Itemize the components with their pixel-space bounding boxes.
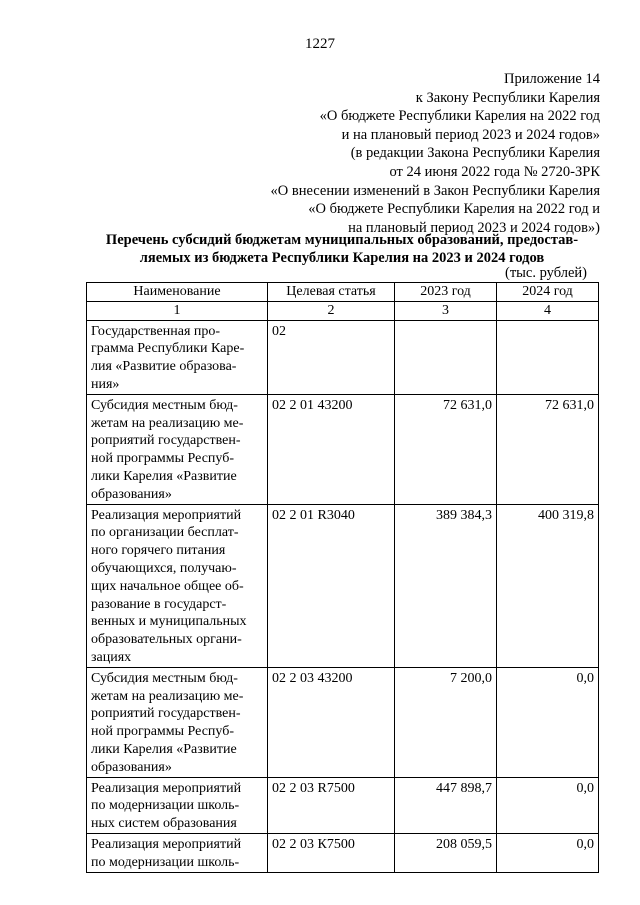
row-name-line: ной программы Респуб- bbox=[91, 724, 235, 740]
row-name-line: обучающихся, получаю- bbox=[91, 560, 237, 576]
appendix-line: (в редакции Закона Республики Карелия bbox=[350, 145, 600, 162]
row-name-line: образования» bbox=[91, 759, 172, 775]
row-name-line: Реализация мероприятий bbox=[91, 507, 242, 523]
row-name-line: образовательных органи- bbox=[91, 632, 242, 648]
row-name-line: Реализация мероприятий bbox=[91, 836, 242, 852]
row-amount-2023: 447 898,7 bbox=[395, 777, 497, 833]
row-amount-2023: 72 631,0 bbox=[395, 394, 497, 504]
row-name-line: ного горячего питания bbox=[91, 543, 226, 559]
row-name-line: разование в государст- bbox=[91, 596, 227, 612]
row-name-line: роприятий государствен- bbox=[91, 706, 241, 722]
column-header-name: Наименование bbox=[87, 283, 268, 302]
table-row bbox=[87, 320, 599, 394]
column-number: 1 bbox=[87, 301, 268, 320]
row-name-line: ния» bbox=[91, 376, 120, 392]
row-name-line: роприятий государствен- bbox=[91, 433, 241, 449]
row-name-line: по модернизации школь- bbox=[91, 854, 240, 870]
page-number: 1227 bbox=[305, 36, 335, 52]
appendix-line: от 24 июня 2022 года № 2720-ЗРК bbox=[389, 163, 600, 180]
column-header-2023: 2023 год bbox=[395, 283, 497, 302]
row-target-article: 02 2 03 К7500 bbox=[268, 833, 395, 872]
row-target-article: 02 2 01 43200 bbox=[268, 394, 395, 504]
table-row bbox=[87, 777, 599, 833]
row-name-line: по модернизации школь- bbox=[91, 798, 240, 814]
row-name bbox=[87, 833, 268, 872]
row-name bbox=[87, 394, 268, 504]
appendix-line: «О бюджете Республики Карелия на 2022 год bbox=[319, 108, 600, 125]
appendix-line: «О бюджете Республики Карелия на 2022 год и bbox=[308, 201, 600, 218]
row-name-line: Государственная про- bbox=[91, 323, 221, 339]
row-name-line: лики Карелия «Развитие bbox=[91, 741, 237, 757]
row-amount-2023: 389 384,3 bbox=[395, 504, 497, 667]
row-name-line: лия «Развитие образова- bbox=[91, 359, 237, 375]
table-row bbox=[87, 833, 599, 872]
document-title bbox=[86, 231, 598, 267]
row-name-line: лики Карелия «Развитие bbox=[91, 468, 237, 484]
title-line: ляемых из бюджета Республики Карелия на 2023 и 2024 годов bbox=[139, 250, 545, 266]
table-body bbox=[87, 320, 599, 872]
row-amount-2024: 0,0 bbox=[497, 833, 599, 872]
column-number: 2 bbox=[268, 301, 395, 320]
row-name-line: Субсидия местным бюд- bbox=[91, 670, 238, 686]
row-amount-2024: 72 631,0 bbox=[497, 394, 599, 504]
column-number: 4 bbox=[497, 301, 599, 320]
row-amount-2023: 7 200,0 bbox=[395, 667, 497, 777]
row-name-line: Реализация мероприятий bbox=[91, 780, 242, 796]
header-row bbox=[87, 283, 599, 302]
row-name-line: венных и муниципальных bbox=[91, 614, 247, 630]
row-name-line: по организации бесплат- bbox=[91, 525, 239, 541]
row-name bbox=[87, 504, 268, 667]
subsidy-table bbox=[86, 282, 599, 873]
appendix-line: к Закону Республики Карелия bbox=[415, 89, 600, 106]
row-amount-2024: 0,0 bbox=[497, 777, 599, 833]
row-name bbox=[87, 667, 268, 777]
row-target-article: 02 2 03 43200 bbox=[268, 667, 395, 777]
appendix-line: и на плановый период 2023 и 2024 годов» bbox=[341, 126, 600, 143]
table-row bbox=[87, 667, 599, 777]
row-amount-2023 bbox=[395, 320, 497, 394]
row-name-line: жетам на реализацию ме- bbox=[91, 688, 244, 704]
row-name-line: грамма Республики Каре- bbox=[91, 341, 245, 357]
row-name-line: образования» bbox=[91, 486, 172, 502]
table-row bbox=[87, 394, 599, 504]
row-name-line: ных систем образования bbox=[91, 816, 237, 832]
row-name-line: щих начальное общее об- bbox=[91, 578, 244, 594]
appendix-line: Приложение 14 bbox=[504, 71, 600, 87]
appendix-header bbox=[271, 70, 600, 237]
row-amount-2023: 208 059,5 bbox=[395, 833, 497, 872]
column-header-2024: 2024 год bbox=[497, 283, 599, 302]
column-number: 3 bbox=[395, 301, 497, 320]
appendix-line: на плановый период 2023 и 2024 годов») bbox=[348, 219, 600, 236]
row-target-article: 02 bbox=[268, 320, 395, 394]
row-name-line: Субсидия местным бюд- bbox=[91, 397, 238, 413]
row-name-line: ной программы Респуб- bbox=[91, 451, 235, 467]
column-header-code: Целевая статья bbox=[268, 283, 395, 302]
row-target-article: 02 2 01 R3040 bbox=[268, 504, 395, 667]
column-number-row bbox=[87, 301, 599, 320]
row-name bbox=[87, 777, 268, 833]
row-target-article: 02 2 03 R7500 bbox=[268, 777, 395, 833]
row-name bbox=[87, 320, 268, 394]
row-amount-2024 bbox=[497, 320, 599, 394]
appendix-line: «О внесении изменений в Закон Республики Карелия bbox=[270, 182, 600, 199]
row-amount-2024: 400 319,8 bbox=[497, 504, 599, 667]
units-label: (тыс. рублей) bbox=[505, 265, 587, 281]
table-row bbox=[87, 504, 599, 667]
title-line: Перечень субсидий бюджетам муниципальных образований, предостав- bbox=[105, 232, 579, 248]
row-name-line: жетам на реализацию ме- bbox=[91, 415, 244, 431]
row-amount-2024: 0,0 bbox=[497, 667, 599, 777]
row-name-line: зациях bbox=[91, 649, 132, 665]
